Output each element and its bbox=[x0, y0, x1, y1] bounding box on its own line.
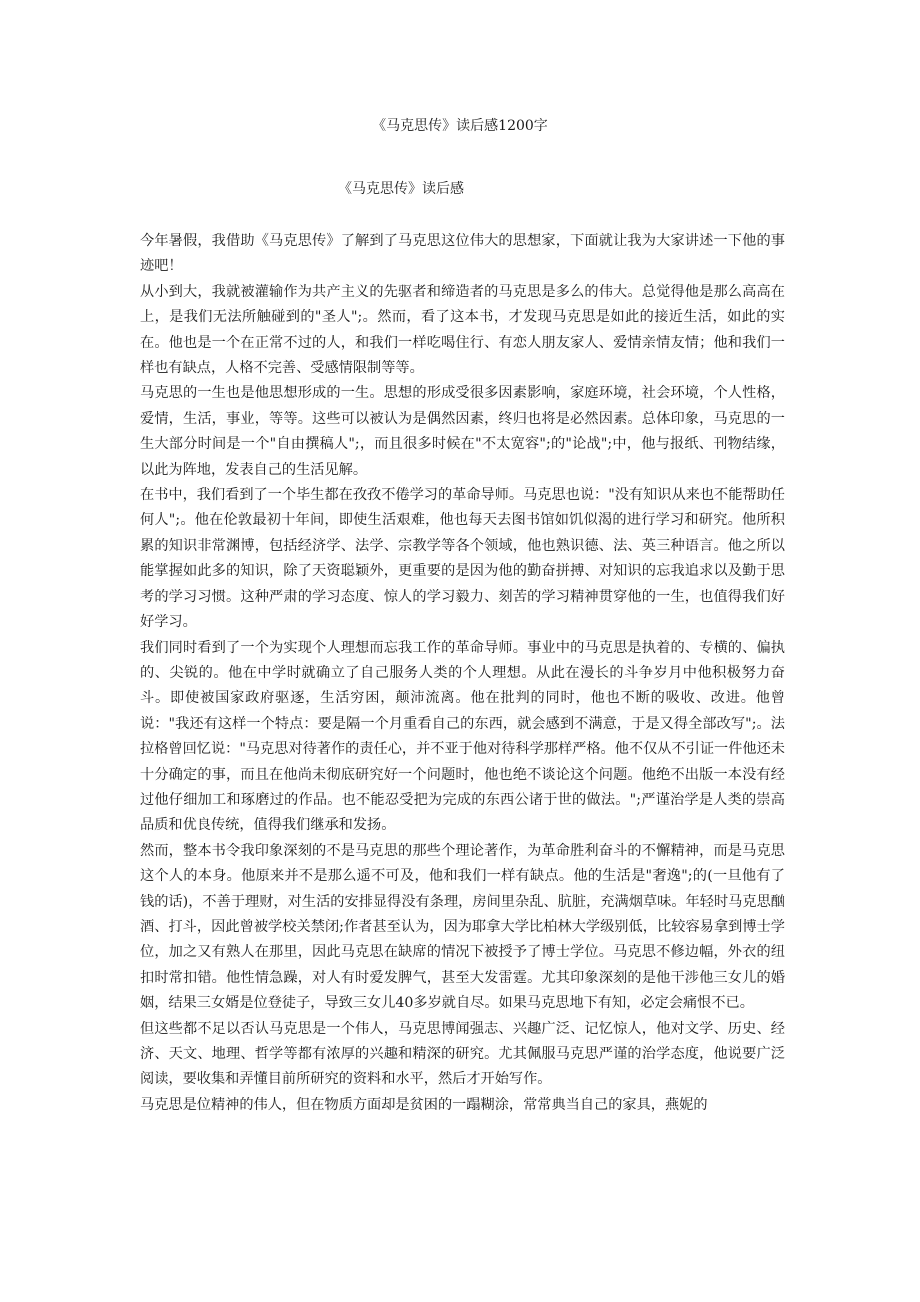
paragraph: 从小到大，我就被灌输作为共产主义的先驱者和缔造者的马克思是多么的伟大。总觉得他是那么高高在上，是我们无法所触碰到的"圣人";。然而，看了这本书，才发现马克思是如此的接近生活，如此的实在。他也是一个在正常不过的人，和我们一样吃喝住行、有恋人朋友家人、爱情亲情友情；他和我们一样也有缺点，人格不完善、受感情限制等等。 bbox=[140, 283, 785, 377]
paragraph: 然而，整本书令我印象深刻的不是马克思的那些个理论著作，为革命胜利奋斗的不懈精神，而是马克思这个人的本身。他原来并不是那么遥不可及，他和我们一样有缺点。他的生活是"奢逸";的(一旦他有了钱的话)，不善于理财，对生活的安排显得没有条理，房间里杂乱、肮脏，充满烟草味。年轻时马克思酗酒、打斗，因此曾被学校关禁闭;作者甚至认为，因为耶拿大学比柏林大学级别低，比较容易拿到博士学位，加之又有熟人在那里，因此马克思在缺席的情况下被授予了博士学位。马克思不修边幅，外衣的纽扣时常扣错。他性情急躁，对人有时爱发脾气，甚至大发雷霆。尤其印象深刻的是他干涉他三女儿的婚姻，结果三女婿是位登徒子，导致三女儿40多岁就自尽。如果马克思地下有知，必定会痛恨不已。 bbox=[140, 842, 785, 1012]
paragraph: 在书中，我们看到了一个毕生都在孜孜不倦学习的革命导师。马克思也说："没有知识从来也不能帮助任何人";。他在伦敦最初十年间，即使生活艰难，他也每天去图书馆如饥似渴的进行学习和研究。他所积累的知识非常渊博，包括经济学、法学、宗教学等各个领域，他也熟识德、法、英三种语言。他之所以能掌握如此多的知识，除了天资聪颖外，更重要的是因为他的勤奋拼搏、对知识的忘我追求以及勤于思考的学习习惯。这种严肃的学习态度、惊人的学习毅力、刻苦的学习精神贯穿他的一生，也值得我们好好学习。 bbox=[140, 487, 785, 631]
paragraph: 但这些都不足以否认马克思是一个伟人，马克思博闻强志、兴趣广泛、记忆惊人，他对文学、历史、经济、天文、地理、哲学等都有浓厚的兴趣和精深的研究。尤其佩服马克思严谨的治学态度，他说要广泛阅读，要收集和弄懂目前所研究的资料和水平，然后才开始写作。 bbox=[140, 1020, 785, 1088]
paragraph: 我们同时看到了一个为实现个人理想而忘我工作的革命导师。事业中的马克思是执着的、专横的、偏执的、尖锐的。他在中学时就确立了自己服务人类的个人理想。从此在漫长的斗争岁月中他积极努力奋斗。即使被国家政府驱逐，生活穷困，颠沛流离。他在批判的同时，他也不断的吸收、改进。他曾说："我还有这样一个特点：要是隔一个月重看自己的东西，就会感到不满意，于是又得全部改写";。法拉格曾回忆说："马克思对待著作的责任心，并不亚于他对待科学那样严格。他不仅从不引证一件他还未十分确定的事，而且在他尚未彻底研究好一个问题时，他也绝不谈论这个问题。他绝不出版一本没有经过他仔细加工和琢磨过的作品。也不能忍受把为完成的东西公诸于世的做法。";严谨治学是人类的崇高品质和优良传统，值得我们继承和发扬。 bbox=[140, 639, 785, 834]
paragraph: 马克思的一生也是他思想形成的一生。思想的形成受很多因素影响，家庭环境，社会环境，个人性格，爱情，生活，事业，等等。这些可以被认为是偶然因素，终归也将是必然因素。总体印象，马克思的一生大部分时间是一个"自由撰稿人";，而且很多时候在"不太宽容";的"论战";中，他与报纸、刊物结缘，以此为阵地，发表自己的生活见解。 bbox=[140, 385, 785, 478]
document-subtitle: 《马克思传》读后感 bbox=[338, 181, 464, 197]
document-title: 《马克思传》读后感1200字 bbox=[372, 118, 548, 134]
paragraph: 今年暑假，我借助《马克思传》了解到了马克思这位伟大的思想家，下面就让我为大家讲述一下他的事迹吧！ bbox=[140, 233, 785, 275]
document-body bbox=[140, 229, 785, 1118]
paragraph: 马克思是位精神的伟人，但在物质方面却是贫困的一蹋糊涂，常常典当自己的家具，燕妮的 bbox=[140, 1096, 708, 1113]
